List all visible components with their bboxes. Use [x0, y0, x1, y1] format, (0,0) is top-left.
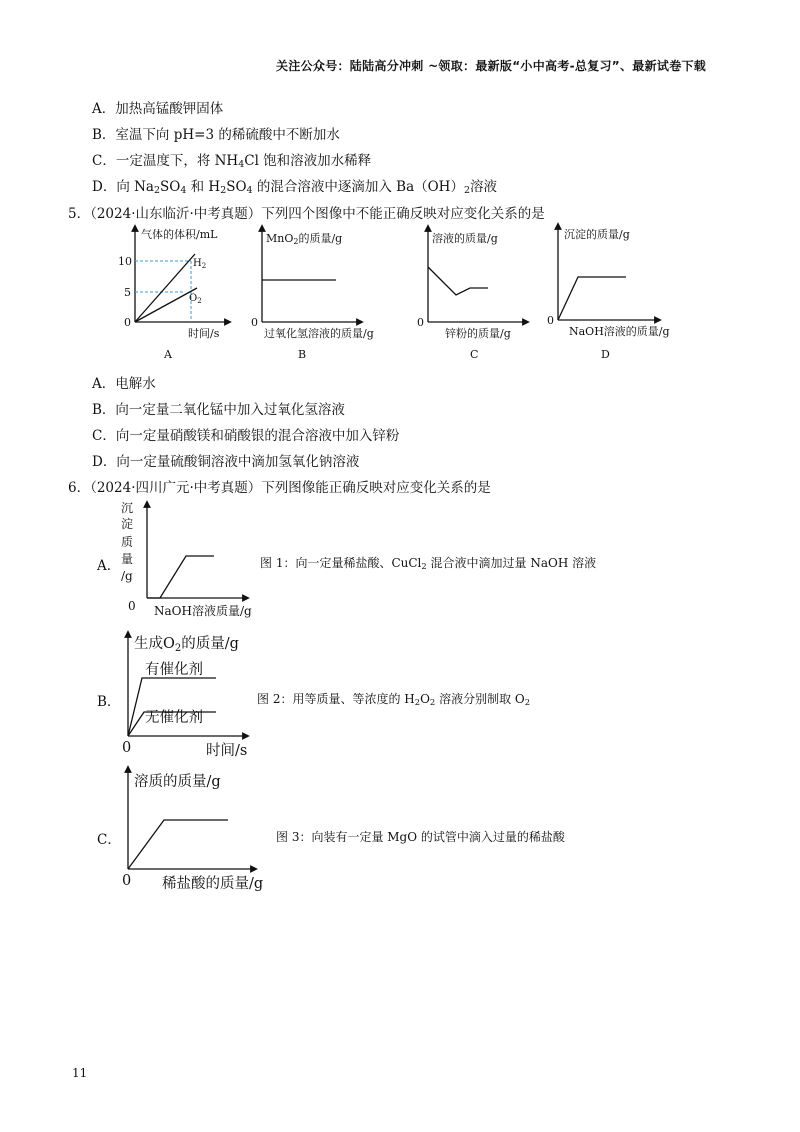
- origin: 0: [251, 316, 258, 329]
- caption: B: [298, 348, 307, 361]
- ylabel: 溶质的质量/g: [134, 774, 221, 790]
- ylabel-1: 沉: [121, 501, 134, 515]
- page-header: 关注公众号：陆陆高分冲刺 ~领取：最新版“小中高考-总复习”、最新试卷下载: [276, 59, 707, 73]
- xlabel: 锌粉的质量/g: [445, 327, 511, 340]
- ylabel: 生成$O_2$的质量/g: [134, 636, 239, 654]
- origin: 0: [122, 873, 132, 889]
- origin: 0: [124, 316, 131, 329]
- q5-graph-d: [548, 222, 688, 362]
- q6-graph-a: [118, 500, 278, 625]
- precipitate-line: [558, 277, 626, 320]
- xlabel: 过氧化氢溶液的质量/g: [264, 327, 374, 340]
- q6-stem: 6．（2024·四川广元·中考真题）下列图像能正确反映对应变化关系的是: [68, 480, 491, 496]
- xlabel: 稀盐酸的质量/g: [162, 876, 264, 892]
- xlabel: NaOH溶液质量/g: [154, 604, 252, 618]
- with-catalyst-line: [128, 678, 216, 736]
- precipitate-line: [147, 556, 214, 598]
- origin: 0: [547, 314, 554, 327]
- origin: 0: [122, 740, 132, 756]
- h2-label: $H_2$: [193, 258, 207, 270]
- ylabel: 气体的体积/mL: [141, 228, 218, 241]
- q4-option-a: A．加热高锰酸钾固体: [92, 101, 224, 117]
- h2-line: [135, 254, 195, 322]
- o2-line: [135, 288, 197, 322]
- origin: 0: [417, 316, 424, 329]
- q5-stem: 5．（2024·山东临沂·中考真题）下列四个图像中不能正确反映对应变化关系的是: [68, 206, 545, 222]
- caption: C: [470, 348, 479, 361]
- o2-label: $O_2$: [189, 293, 202, 305]
- q6-graph-c: [118, 765, 288, 895]
- q5-graph-a: [110, 222, 260, 362]
- q6-b-description: 图 2：用等质量、等浓度的 $H_2O_2$ 溶液分别制取 $O_2$: [257, 692, 531, 707]
- solute-mass-line: [128, 820, 228, 869]
- tick-5: 5: [124, 286, 131, 299]
- ylabel-4: 量: [121, 552, 134, 566]
- ylabel: 溶液的质量/g: [432, 232, 498, 245]
- caption: A: [164, 348, 172, 361]
- q5-option-a: A．电解水: [92, 376, 156, 392]
- xlabel: 时间/s: [188, 327, 220, 340]
- solution-mass-line: [428, 267, 488, 295]
- caption: D: [601, 348, 610, 361]
- ylabel: 沉淀的质量/g: [564, 228, 630, 241]
- with-catalyst-label: 有催化剂: [145, 662, 203, 678]
- xlabel: 时间/s: [206, 743, 248, 759]
- page-number: 11: [72, 1066, 88, 1080]
- q4-option-c: C．一定温度下，将 $NH_4Cl$ 饱和溶液加水稀释: [92, 153, 372, 170]
- tick-10: 10: [118, 255, 132, 268]
- origin: 0: [128, 599, 136, 613]
- q6-graph-b: [118, 628, 278, 758]
- q5-option-b: B．向一定量二氧化锰中加入过氧化氢溶液: [92, 402, 345, 418]
- q5-graph-b: [252, 222, 412, 362]
- xlabel: NaOH溶液的质量/g: [569, 325, 670, 338]
- without-catalyst-label: 无催化剂: [145, 710, 203, 726]
- q6-option-b-letter: B．: [97, 694, 121, 710]
- ylabel-2: 淀: [121, 517, 134, 531]
- q6-option-c-letter: C．: [97, 832, 121, 848]
- q6-option-a-letter: A．: [97, 558, 121, 574]
- q5-graph-c: [418, 222, 548, 362]
- q4-option-d: D．向 $Na_2SO_4$ 和 $H_2SO_4$ 的混合溶液中逐滴加入 $Ba(OH)_2$溶液: [92, 179, 497, 196]
- q4-option-b: B．室温下向 pH=3 的稀硫酸中不断加水: [92, 127, 340, 143]
- q5-option-c: C．向一定量硝酸镁和硝酸银的混合溶液中加入锌粉: [92, 428, 400, 444]
- q6-a-description: 图 1：向一定量稀盐酸、CuCl$_2$ 混合液中滴加过量 NaOH 溶液: [260, 556, 597, 571]
- q6-c-description: 图 3：向装有一定量 MgO 的试管中滴入过量的稀盐酸: [276, 830, 565, 844]
- q5-option-d: D．向一定量硫酸铜溶液中滴加氢氧化钠溶液: [92, 454, 360, 470]
- ylabel-3: 质: [121, 535, 134, 549]
- ylabel-5: /g: [121, 569, 133, 583]
- ylabel: MnO2的质量/g: [266, 232, 343, 246]
